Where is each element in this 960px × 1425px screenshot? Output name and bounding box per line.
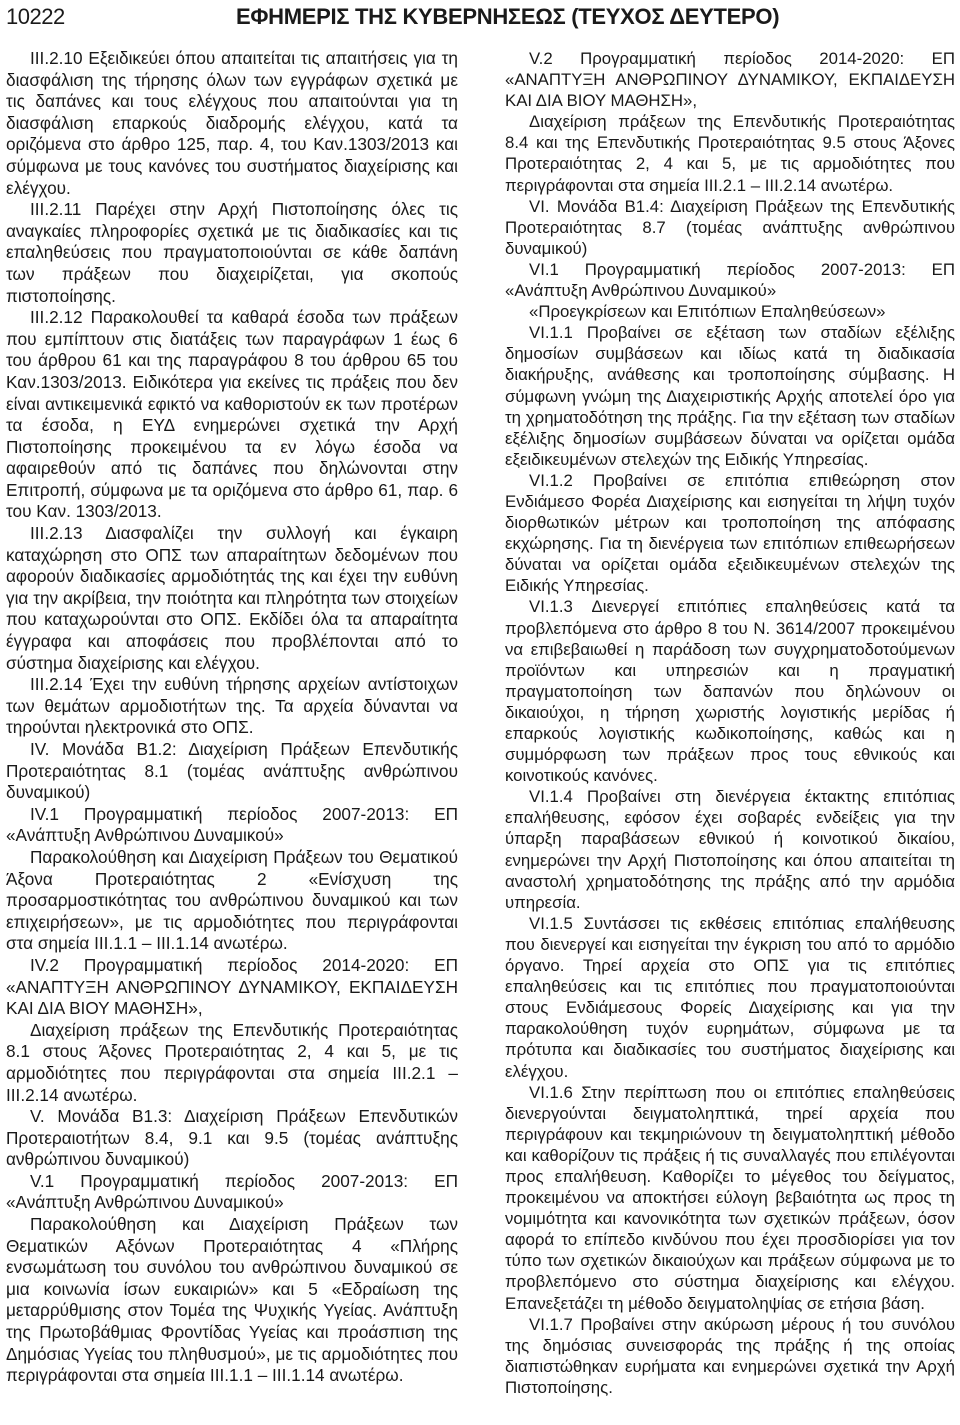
paragraph: ΙV.1 Προγραμματική περίοδος 2007-2013: ΕΠ «Ανάπτυξη Ανθρώπινου Δυναμικού» xyxy=(6,803,458,846)
paragraph: ΙΙΙ.2.14 Έχει την ευθύνη τήρησης αρχείων αντίστοιχων των θεμάτων αρμοδιοτήτων της. Τα αρχεία δύνανται να τηρούνται ηλεκτρονικά στο ΟΠΣ. xyxy=(6,674,458,738)
paragraph: ΙΙΙ.2.12 Παρακολουθεί τα καθαρά έσοδα των πράξεων που εμπίπτουν στις διατάξεις των παραγράφων 1 έως 6 του άρθρου 61 και της παραγράφου 8 του άρθρου 65 του Καν.1303/2013. Ειδικότερα για εκείνες τις πράξεις που δεν είναι αντικειμενικά εφικτό να καθοριστούν εκ των προτέρων τα έσοδα, η ΕΥΔ ενημερώνει σχετικά την Αρχή Πιστοποίησης προκειμένου τα εν λόγω έσοδα να αφαιρεθούν από τις δαπάνες που δηλώνονται στην Επιτροπή, σύμφωνα με τα οριζόμενα στο άρθρο 61, παρ. 6 του Καν. 1303/2013. xyxy=(6,307,458,522)
paragraph: VI.1.2 Προβαίνει σε επιτόπια επιθεώρηση στον Ενδιάμεσο Φορέα Διαχείρισης και εισηγείται τη λήψη τυχόν διορθωτικών μέτρων και τροποποίηση της απόφασης εκχώρησης. Για τη διενέργεια των επιτόπιων επιθεωρήσεων δύναται να ορίζεται ομάδα εξειδικευμένων στελεχών της Ειδικής Υπηρεσίας. xyxy=(505,470,955,596)
paragraph: VI.1 Προγραμματική περίοδος 2007-2013: ΕΠ «Ανάπτυξη Ανθρώπινου Δυναμικού» xyxy=(505,259,955,301)
paragraph: «Προεγκρίσεων και Επιτόπιων Επαληθεύσεων» xyxy=(529,302,886,322)
paragraph: V.1 Προγραμματική περίοδος 2007-2013: ΕΠ «Ανάπτυξη Ανθρώπινου Δυναμικού» xyxy=(6,1170,458,1213)
left-column xyxy=(6,48,458,1387)
paragraph: V. Μονάδα Β1.3: Διαχείριση Πράξεων Επενδυτικών Προτεραιοτήτων 8.4, 9.1 και 9.5 (τομέας ανάπτυξης ανθρώπινου δυναμικού) xyxy=(6,1106,458,1170)
paragraph: ΙV.2 Προγραμματική περίοδος 2014-2020: ΕΠ «ΑΝΑΠΤΥΞΗ ΑΝΘΡΩΠΙΝΟΥ ΔΥΝΑΜΙΚΟΥ, ΕΚΠΑΙΔΕΥΣΗ ΚΑΙ ΔΙΑ ΒΙΟΥ ΜΑΘΗΣΗ», xyxy=(6,954,458,1019)
paragraph: VI.1.3 Διενεργεί επιτόπιες επαληθεύσεις κατά τα προβλεπόμενα στο άρθρο 8 του Ν. 3614/2007 προκειμένου να επιβεβαιωθεί η παράδοση των συγχρηματοδοτούμενων προϊόντων και υπηρεσιών και η πραγματική πραγματοποίηση των δαπανών που δηλώνουν οι δικαιούχοι, η τήρηση χωριστής λογιστικής μερίδας ή επαρκούς λογιστικής κωδικοποίησης, καθώς και η συμμόρφωση των πράξεων προς τους εθνικούς και κοινοτικούς κανόνες. xyxy=(505,597,955,786)
paragraph: VI.1.1 Προβαίνει σε εξέταση των σταδίων εξέλιξης δημοσίων συμβάσεων και ιδίως κατά τη διαδικασία διακήρυξης, ανάθεσης και τροποποίησης σύμβασης. Η σύμφωνη γνώμη της Διαχειριστικής Αρχής αποτελεί όρο για τη χρηματοδότηση της πράξης. Για την εξέταση των σταδίων εξέλιξης δημοσίων συμβάσεων δύναται να ορίζεται ομάδα εξειδικευμένων στελεχών της Ειδικής Υπηρεσίας. xyxy=(505,323,955,469)
paragraph: Παρακολούθηση και Διαχείριση Πράξεων των Θεματικών Αξόνων Προτεραιότητας 4 «Πλήρης ενσωμάτωση του συνόλου του ανθρώπινου δυναμικού σε μια κοινωνία ίσων ευκαιριών» και 5 «Εδραίωση της μεταρρύθμισης στον Τομέα της Ψυχικής Υγείας. Ανάπτυξη της Πρωτοβάθμιας Φροντίδας Υγείας και προάσπιση της Δημόσιας Υγείας του πληθυσμού», με τις αρμοδιότητες που περιγράφονται στα σημεία ΙΙΙ.1.1 – ΙΙΙ.1.14 ανωτέρω. xyxy=(6,1214,458,1386)
right-column xyxy=(505,48,955,1398)
paragraph: Παρακολούθηση και Διαχείριση Πράξεων του Θεματικού Άξονα Προτεραιότητας 2 «Ενίσχυση της προσαρμοστικότητας του ανθρώπινου δυναμικού και των επιχειρήσεων», με τις αρμοδιότητες που περιγράφονται στα σημεία ΙΙΙ.1.1 – ΙΙΙ.1.14 ανωτέρω. xyxy=(6,846,458,954)
paragraph: VI.1.4 Προβαίνει στη διενέργεια έκτακτης επιτόπιας επαλήθευσης, εφόσον έχει σοβαρές ενδείξεις για την ύπαρξη παραβάσεων εθνικού ή κοινοτικού δικαίου, ενημερώνει την Αρχή Πιστοποίησης και όπου απαιτείται τη αναστολή χρηματοδότησης της πράξης από την αρμόδια υπηρεσία. xyxy=(505,787,955,912)
gazette-title: ΕΦΗΜΕΡΙΣ ΤΗΣ ΚΥΒΕΡΝΗΣΕΩΣ (ΤΕΥΧΟΣ ΔΕΥΤΕΡΟ) xyxy=(236,4,780,29)
paragraph: Διαχείριση πράξεων της Επενδυτικής Προτεραιότητας 8.1 στους Άξονες Προτεραιότητας 2, 4 και 5, με τις αρμοδιότητες που περιγράφονται στα σημεία ΙΙΙ.2.1 – ΙΙΙ.2.14 ανωτέρω. xyxy=(6,1019,458,1105)
paragraph: VI.1.6 Στην περίπτωση που οι επιτόπιες επαληθεύσεις διενεργούνται δειγματοληπτικά, τηρεί αρχεία που περιγράφουν και τεκμηριώνουν τη δειγματοληπτική μέθοδο και καθορίζουν τις πράξεις ή τις συναλλαγές που επιλέγονται προς επαλήθευση. Καθορίζει το μέγεθος του δείγματος, προκειμένου να αποκτήσει εύλογη βεβαιότητα ως προς τη νομιμότητα και κανονικότητα των σχετικών πράξεων, όσον αφορά το επίπεδο κινδύνου που έχει προσδιορίσει για τον τύπο των σχετικών δικαιούχων και πράξεων σύμφωνα με το προβλεπόμενο στο σύστημα διαχείρισης και ελέγχου. Επανεξετάζει τη μέθοδο δειγματοληψίας σε ετήσια βάση. xyxy=(505,1082,955,1313)
paragraph: ΙΙΙ.2.11 Παρέχει στην Αρχή Πιστοποίησης όλες τις αναγκαίες πληροφορίες σχετικά με τις διαδικασίες και τις επαληθεύσεις που πραγματοποιούνται σε κάθε δαπάνη των πράξεων που διαχειρίζεται, για σκοπούς πιστοποίησης. xyxy=(6,199,458,306)
paragraph: VI.1.7 Προβαίνει στην ακύρωση μέρους ή του συνόλου της δημόσιας συνεισφοράς της πράξης ή της οποίας διαπιστώθηκαν ευρήματα και ενημερώνει σχετικά την Αρχή Πιστοποίησης. xyxy=(505,1314,955,1397)
paragraph: IV. Μονάδα Β1.2: Διαχείριση Πράξεων Επενδυτικής Προτεραιότητας 8.1 (τομέας ανάπτυξης ανθρώπινου δυναμικού) xyxy=(6,739,458,803)
page-number: 10222 xyxy=(6,4,65,29)
paragraph: V.2 Προγραμματική περίοδος 2014-2020: ΕΠ «ΑΝΑΠΤΥΞΗ ΑΝΘΡΩΠΙΝΟΥ ΔΥΝΑΜΙΚΟΥ, ΕΚΠΑΙΔΕΥΣΗ ΚΑΙ ΔΙΑ ΒΙΟΥ ΜΑΘΗΣΗ», xyxy=(505,49,955,111)
paragraph: ΙΙΙ.2.13 Διασφαλίζει την συλλογή και έγκαιρη καταχώρηση στο ΟΠΣ των απαραίτητων δεδομένων που αφορούν διαδικασίες αρμοδιότητάς της και έχει την ευθύνη για την ακρίβεια, την ποιότητα και πληρότητα των στοιχείων που καταχωρούνται στο ΟΠΣ. Εκδίδει όλα τα απαραίτητα έγγραφα και αποφάσεις που προβλέπονται από το σύστημα διαχείρισης και ελέγχου. xyxy=(6,523,458,673)
paragraph: VI.1.5 Συντάσσει τις εκθέσεις επιτόπιας επαλήθευσης που διενεργεί και εισηγείται την έγκριση του από το αρμόδιο όργανο. Τηρεί αρχεία στο ΟΠΣ για τις επιτόπιες επαληθεύσεις και τις επιτόπιες που πραγματοποιούνται στους Ενδιάμεσους Φορείς Διαχείρισης και για την παρακολούθηση τυχόν ευρημάτων, σύμφωνα με τα πρότυπα και διαδικασίες του συστήματος διαχείρισης και ελέγχου. xyxy=(505,913,955,1081)
paragraph: Διαχείριση πράξεων της Επενδυτικής Προτεραιότητας 8.4 και της Επενδυτικής Προτεραιότητας 9.5 στους Άξονες Προτεραιότητας 2, 4 και 5, με τις αρμοδιότητες που περιγράφονται στα σημεία ΙΙΙ.2.1 – ΙΙΙ.2.14 ανωτέρω. xyxy=(505,112,955,195)
paragraph: ΙΙΙ.2.10 Εξειδικεύει όπου απαιτείται τις απαιτήσεις για τη διασφάλιση της τήρησης όλων των εγγράφων σχετικά με τις δαπάνες και τους ελέγχους που απαιτούνται για τη διασφάλιση επαρκούς διαδρομής ελέγχου, κατά τα οριζόμενα στο άρθρο 125, παρ. 4, του Καν.1303/2013 και σύμφωνα με τους κανόνες του συστήματος διαχείρισης και ελέγχου. xyxy=(6,48,458,198)
paragraph: VI. Μονάδα Β1.4: Διαχείριση Πράξεων της Επενδυτικής Προτεραιότητας 8.7 (τομέας ανάπτυξης ανθρώπινου δυναμικού) xyxy=(505,196,955,258)
page-header xyxy=(6,4,954,38)
